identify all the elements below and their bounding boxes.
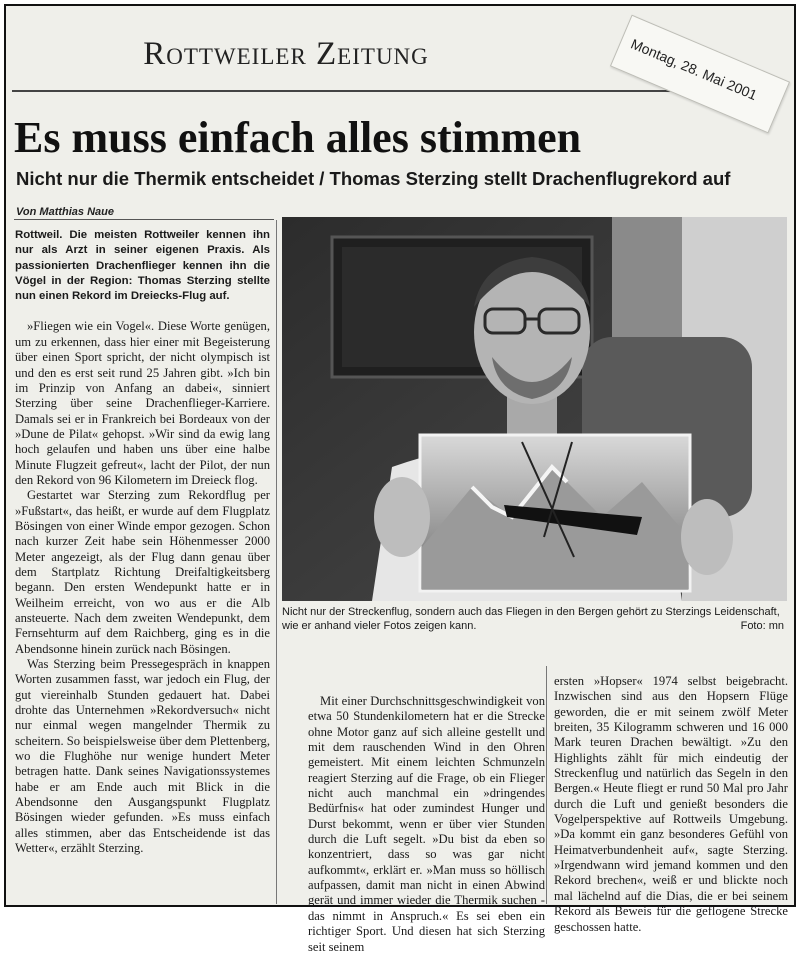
column-divider <box>546 666 547 904</box>
byline: Von Matthias Naue <box>16 206 114 218</box>
masthead: Rottweiler Zeitung <box>143 36 429 72</box>
photo-illustration <box>282 217 787 601</box>
newspaper-clipping <box>4 4 796 954</box>
byline-rule <box>14 219 274 220</box>
caption-text: Nicht nur der Streckenflug, sondern auch das Fliegen in den Bergen gehört zu Sterzings Leidenschaft, wie er anhand vieler Fotos zeigen kann. <box>282 606 780 632</box>
body-paragraph: ersten »Hopser« 1974 selbst beigebracht. Inzwischen sind aus den Hopsern Flüge geworden, die er mit seinem zwölf Meter breiten, 35 Kilogramm schweren und 16 000 Mark teuren Drachen bewältigt. »Zu den Highlights zählt für mich eindeutig der Streckenflug und natürlich das Segeln in den Bergen.« Heute fliegt er rund 50 Mal pro Jahr durch die Luft und genießt besonders die Vogelperspektive auf Rottweils Umgebung. »Da kommt ein ganz besonderes Gefühl von Heimatverbundenheit auf«, sagte Sterzing. »Irgendwann wird jemand kommen und den Rekord brechen«, weiß er und blickte noch mal lächelnd auf die Dias, die er bei seinem Rekord als Beweis für die geflogene Strecke geschossen hatte. <box>554 674 788 934</box>
body-paragraph: »Fliegen wie ein Vogel«. Diese Worte genügen, um zu erkennen, dass hier einer mit Begeisterung über einen Sport spricht, der nicht olympisch ist und den es erst seit rund 25 Jahren gibt. »Ich bin im Prinzip von Anfang an dabei«, sinniert Sterzing über seine Drachenflieger-Karriere. Damals sei er in Frankreich bei Bordeaux von der »Dune de Pilat« gehopst. »Wir sind da ewig lang hoch gelaufen und haben uns über eine halbe Minute Flugzeit gefreut«, lacht der Pilot, der nun den Rekord von 96 Kilometern im Dreieck flog. <box>15 319 270 487</box>
date-text: Montag, 28. Mai 2001 <box>628 35 760 104</box>
body-paragraph: Gestartet war Sterzing zum Rekordflug per »Fußstart«, das heißt, er wurde auf dem Flugplatz Bösingen von einer Winde empor gezogen. Schon nach kurzer Zeit habe sein Höhenmesser 2000 Meter angezeigt, als der Flug dann genau über dem Startplatz Richtung Dreifaltigkeitsberg begann. Den ersten Wendepunkt hatte er in Weilheim erreicht, von wo aus er die Alb ansteuerte. Nach dem zweiten Wendepunkt, dem Fernsehturm auf dem Raichberg, ging es in die Abendsonne hinein zurück nach Bösingen. <box>15 488 270 656</box>
photo-caption <box>282 606 784 633</box>
article-column-3 <box>554 674 788 934</box>
article-column-1 <box>15 228 270 904</box>
headline: Es muss einfach alles stimmen <box>14 113 582 162</box>
photo-credit: Foto: mn <box>740 619 784 632</box>
article-column-2 <box>308 694 545 954</box>
body-paragraph: Mit einer Durchschnittsgeschwindigkeit von etwa 50 Stundenkilometern hat er die Strecke ohne Motor ganz auf sich alleine gestellt und mit dem rauschenden Wind in den Ohren gemeistert. Mit einem leichten Schmunzeln reagiert Sterzing auf die Frage, ob ein Flieger nicht auch manchmal ein »dringendes Bedürfnis« hat oder zumindest Hunger und Durst bekommt, wenn er über vier Stunden durch die Luft segelt. »Du bist da eben so konzentriert, dass so was gar nicht aufkommt«, erklärt er. »Man muss so höllisch aufpassen, damit man nicht in einen Abwind gerät und immer wieder die Thermik suchen - das nimmt in Anspruch.« Es sei eben ein richtiger Sport. Und diesen hat sich Sterzing seit seinem <box>308 694 545 954</box>
column-divider <box>276 220 277 904</box>
lead-paragraph: Rottweil. Die meisten Rottweiler kennen ihn nur als Arzt in seiner eigenen Praxis. Als passionierten Drachenflieger kennen ihn die Vögel in der Region: Thomas Sterzing stellte nun einen Rekord im Dreiecks-Flug auf. <box>15 229 270 303</box>
body-paragraph: Was Sterzing beim Pressegespräch in knappen Worten zusammen fasst, war jedoch ein Flug, der gut viereinhalb Stunden gedauert hat. Dabei drohte das Unternehmen »Rekordversuch« nicht nur einmal wegen mangelnder Thermik zu scheitern. So beispielsweise über dem Plettenberg, wo die Flughöhe nur wenige hundert Meter betragen hatte. Dank seines Navigationssystemes habe er am Ende auch mit Blick in die Abendsonne den Ausgangspunkt Flugplatz Bösingen wieder gefunden. »Es muss einfach alles stimmen, aber das Entscheidende ist das Wetter«, erzählt Sterzing. <box>15 657 270 856</box>
article-photo <box>282 217 787 601</box>
subheadline: Nicht nur die Thermik entscheidet / Thomas Sterzing stellt Drachenflugrekord auf <box>16 168 731 189</box>
